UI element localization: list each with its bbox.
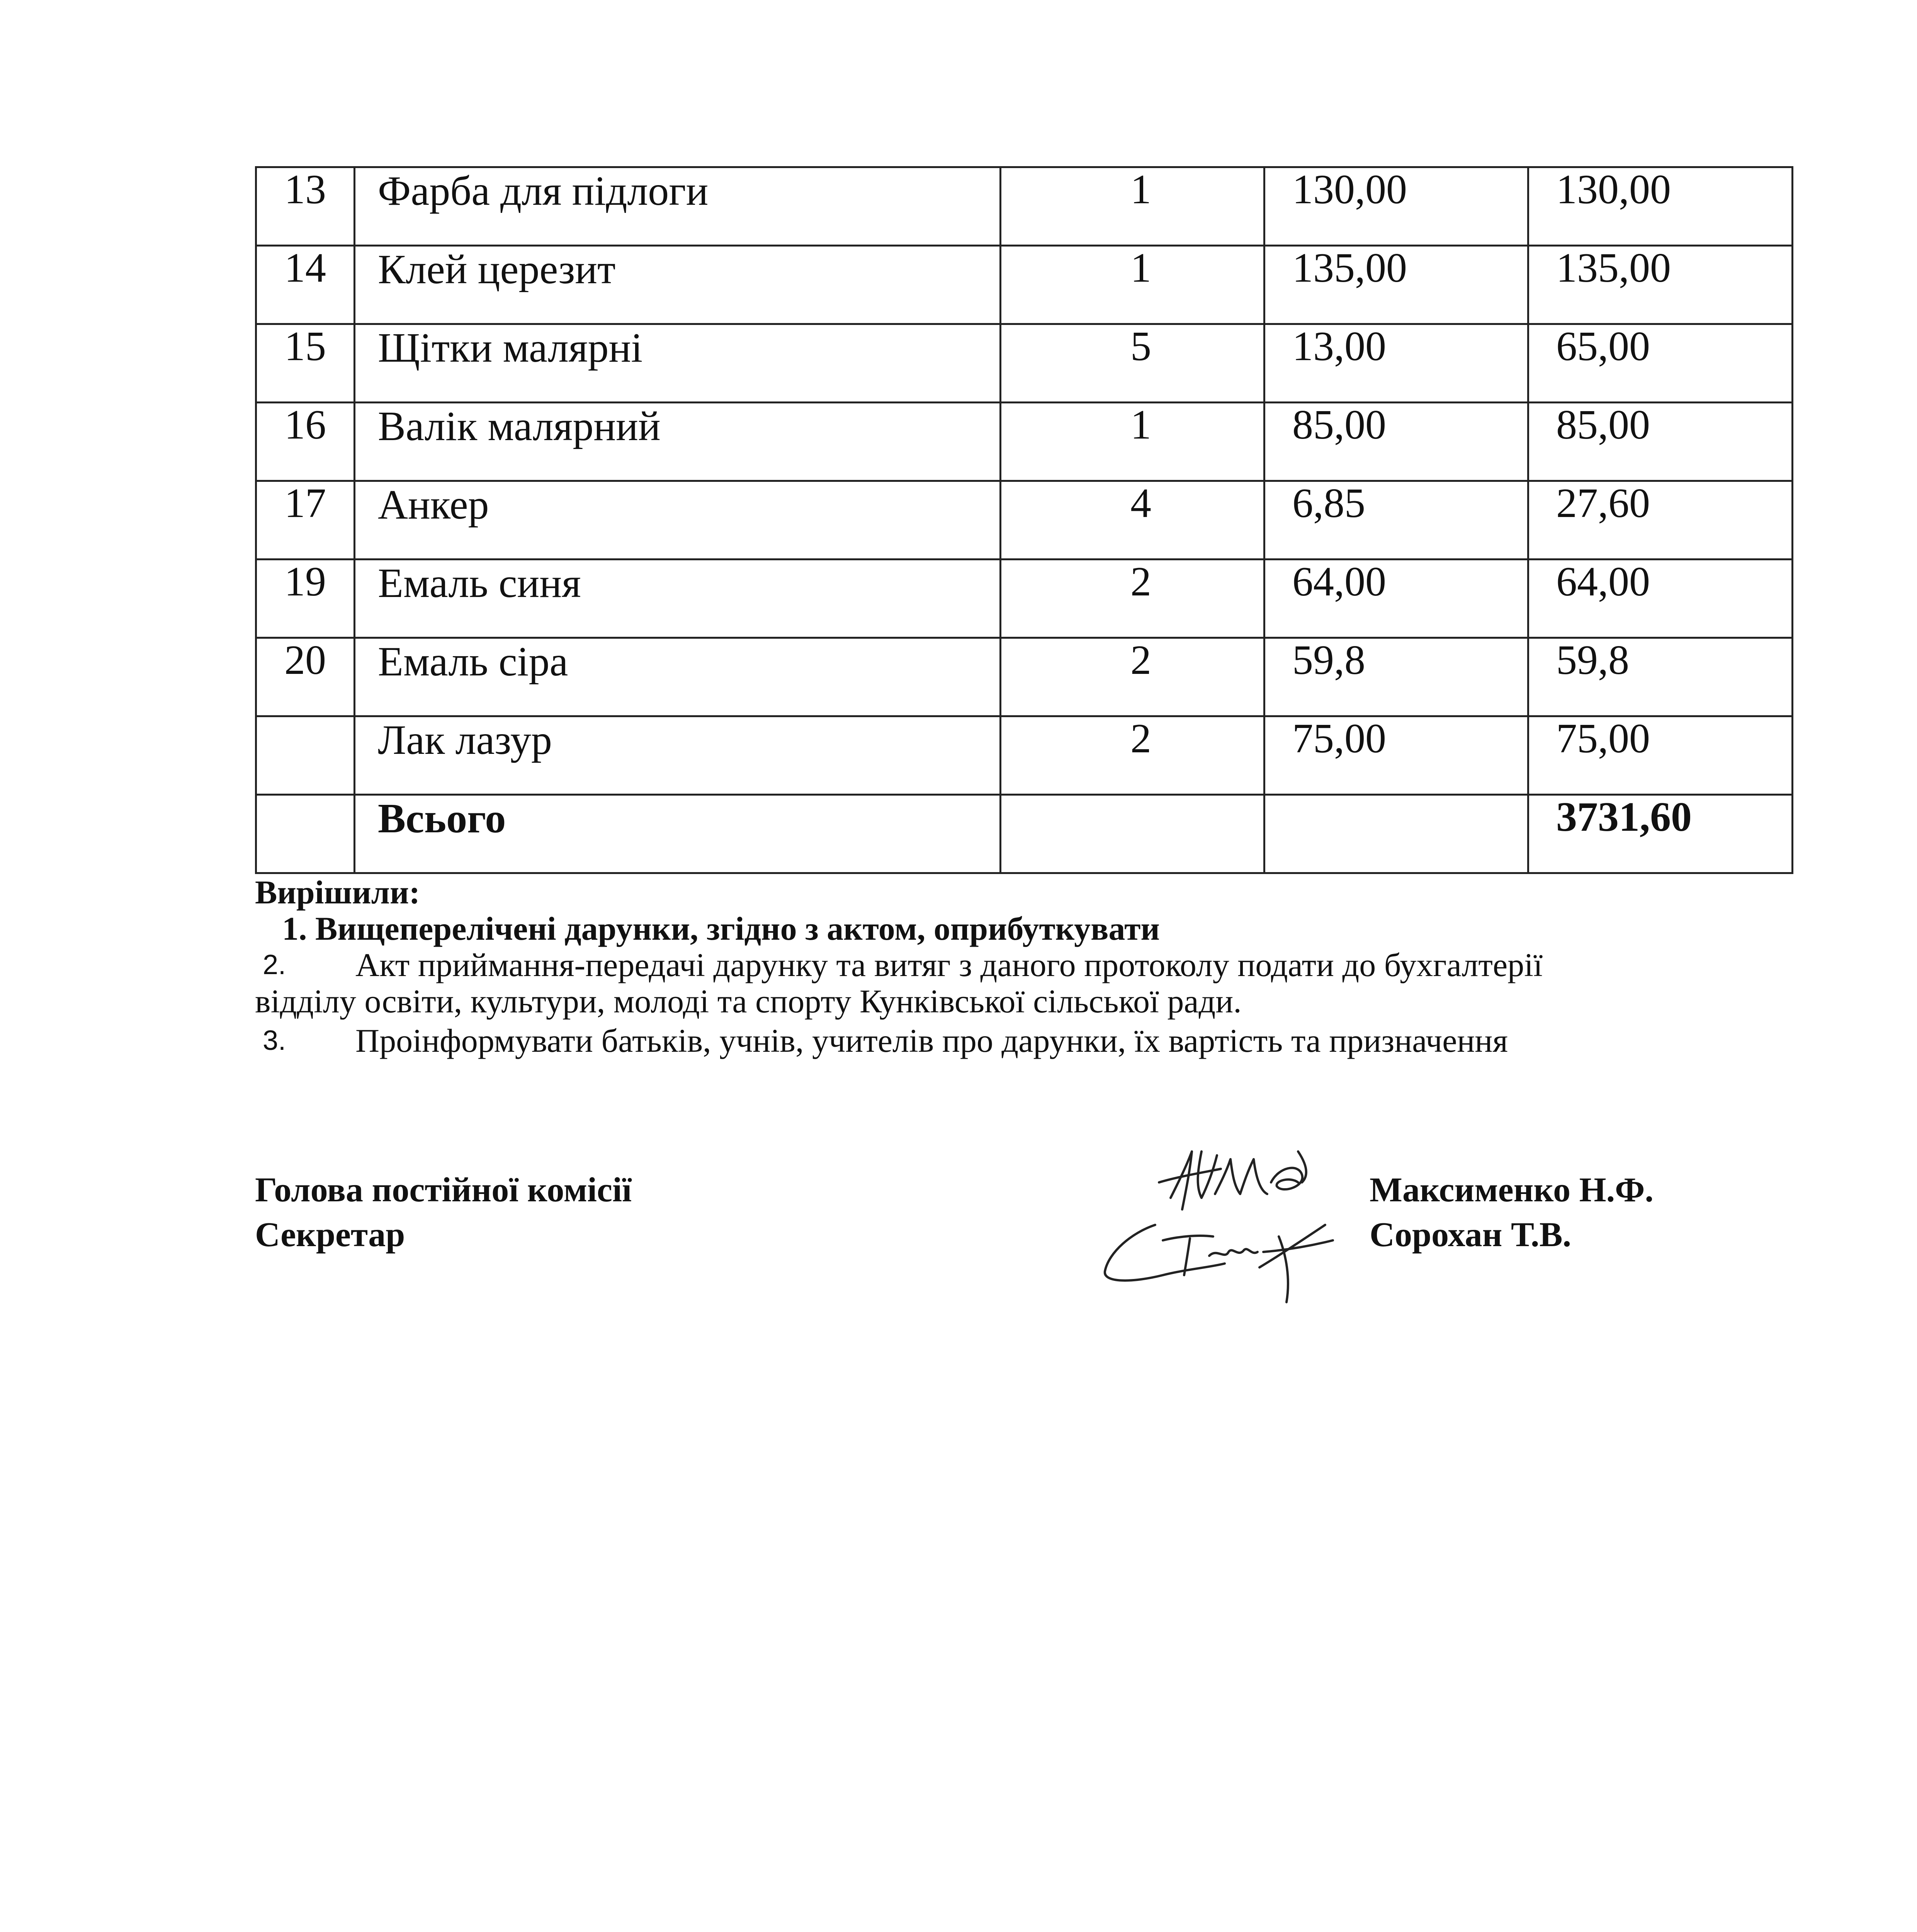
table-row xyxy=(256,246,1793,324)
row-number: 17 xyxy=(256,481,355,560)
item-quantity: 1 xyxy=(1001,403,1264,481)
item-quantity: 1 xyxy=(1001,167,1264,246)
decision-item-2 xyxy=(255,947,1793,983)
table-row xyxy=(256,403,1793,481)
row-number: 19 xyxy=(256,560,355,638)
item-quantity: 2 xyxy=(1001,716,1264,795)
secretary-role: Секретар xyxy=(255,1216,405,1254)
item-name: Фарба для підлоги xyxy=(355,167,1001,246)
item-sum: 65,00 xyxy=(1528,324,1793,403)
decision-number: 3. xyxy=(263,1025,286,1056)
item-name: Анкер xyxy=(355,481,1001,560)
item-name: Емаль сіра xyxy=(355,638,1001,716)
item-name: Емаль синя xyxy=(355,560,1001,638)
row-number: 16 xyxy=(256,403,355,481)
item-sum: 130,00 xyxy=(1528,167,1793,246)
decisions-section xyxy=(255,874,1793,1059)
table-total-row xyxy=(256,795,1793,873)
table-row xyxy=(256,167,1793,246)
chair-role: Голова постійної комісії xyxy=(255,1171,632,1209)
total-price-empty xyxy=(1264,795,1528,873)
row-number: 13 xyxy=(256,167,355,246)
total-sum: 3731,60 xyxy=(1528,795,1793,873)
item-sum: 135,00 xyxy=(1528,246,1793,324)
item-price: 6,85 xyxy=(1264,481,1528,560)
item-sum: 64,00 xyxy=(1528,560,1793,638)
item-name: Щітки малярні xyxy=(355,324,1001,403)
decisions-heading: Вирішили: xyxy=(255,874,420,911)
item-price: 75,00 xyxy=(1264,716,1528,795)
item-quantity: 2 xyxy=(1001,638,1264,716)
table-row xyxy=(256,638,1793,716)
row-number: 20 xyxy=(256,638,355,716)
item-quantity: 1 xyxy=(1001,246,1264,324)
item-price: 59,8 xyxy=(1264,638,1528,716)
decision-text: Проінформувати батьків, учнів, учителів про дарунки, їх вартість та призначення xyxy=(355,1022,1508,1059)
decision-number: 2. xyxy=(263,949,286,980)
item-price: 64,00 xyxy=(1264,560,1528,638)
row-number xyxy=(256,716,355,795)
item-name: Валік малярний xyxy=(355,403,1001,481)
item-sum: 59,8 xyxy=(1528,638,1793,716)
table-row xyxy=(256,560,1793,638)
signature-block xyxy=(255,1171,1800,1294)
decision-text-continued: відділу освіти, культури, молоді та спорту Кунківської сільської ради. xyxy=(255,983,1242,1020)
gifts-table xyxy=(255,166,1793,874)
total-label: Всього xyxy=(355,795,1001,873)
total-quantity-empty xyxy=(1001,795,1264,873)
item-price: 13,00 xyxy=(1264,324,1528,403)
row-number: 14 xyxy=(256,246,355,324)
item-name: Лак лазур xyxy=(355,716,1001,795)
row-number-empty xyxy=(256,795,355,873)
row-number: 15 xyxy=(256,324,355,403)
item-quantity: 4 xyxy=(1001,481,1264,560)
item-quantity: 5 xyxy=(1001,324,1264,403)
item-sum: 27,60 xyxy=(1528,481,1793,560)
table-row xyxy=(256,324,1793,403)
table-row xyxy=(256,481,1793,560)
item-sum: 85,00 xyxy=(1528,403,1793,481)
handwritten-signature-icon xyxy=(1086,1209,1356,1310)
item-name: Клей церезит xyxy=(355,246,1001,324)
decision-item-1: 1. Вищеперелічені дарунки, згідно з актом, оприбуткувати xyxy=(282,910,1160,947)
secretary-name: Сорохан Т.В. xyxy=(1370,1216,1572,1254)
item-sum: 75,00 xyxy=(1528,716,1793,795)
item-price: 135,00 xyxy=(1264,246,1528,324)
decision-text: Акт приймання-передачі дарунку та витяг з даного протоколу подати до бухгалтерії xyxy=(355,946,1543,983)
item-price: 130,00 xyxy=(1264,167,1528,246)
table-row xyxy=(256,716,1793,795)
item-price: 85,00 xyxy=(1264,403,1528,481)
item-quantity: 2 xyxy=(1001,560,1264,638)
decision-item-3 xyxy=(255,1022,1793,1059)
chair-name: Максименко Н.Ф. xyxy=(1370,1171,1654,1209)
